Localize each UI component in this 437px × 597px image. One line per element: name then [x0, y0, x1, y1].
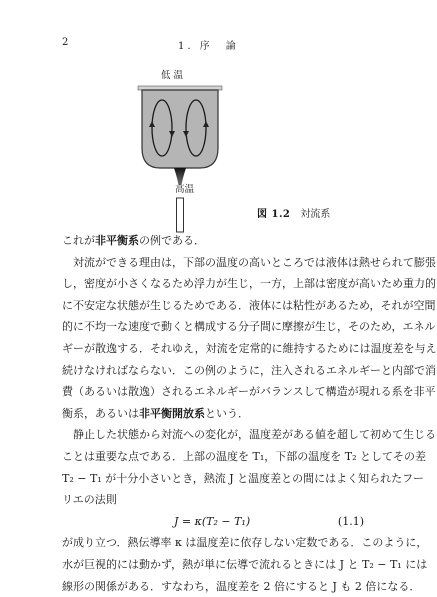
text-line: が成り立つ．熱伝導率 κ は温度差に依存しない定数である．このように，: [62, 532, 370, 554]
flame: [174, 168, 186, 185]
figure-caption: [257, 205, 330, 220]
figure-caption-text: 対流系: [300, 209, 330, 220]
text-line: これが非平衡系の例である．: [62, 230, 370, 252]
running-head: 1. 序 論: [178, 37, 239, 52]
text-line: し，密度が小さくなるため浮力が生じ，一方，上部は密度が高いため重力的: [62, 273, 370, 295]
figure-caption-number: 図 1.2: [257, 209, 290, 220]
text-line: 費（あるいは散逸）されるエネルギーがバランスして構造が現れる系を非平: [62, 381, 370, 403]
term-nonequilibrium-system: 非平衡系: [95, 234, 139, 247]
text-line: 水が巨視的には動かず，熱が単に伝導で流れるときには J と T₂ − T₁ には: [62, 554, 370, 576]
page-number: 2: [62, 37, 68, 48]
text-line: T₂ − T₁ が十分小さいとき，熱流 J と温度差との間にはよく知られたフー: [62, 468, 370, 490]
text-line: 対流ができる理由は，下部の温度の高いところでは液体は熱せられて膨張: [62, 252, 370, 274]
text-line: に不安定な状態が生じるためである．液体には粘性があるため，それが空間: [62, 295, 370, 317]
label-high-temperature: 高温: [175, 183, 195, 195]
text-line: ことは重要な点である．上部の温度を T₁，下部の温度を T₂ としてその差: [62, 446, 370, 468]
text-line: ギーが散逸する．それゆえ，対流を定常的に維持するためには温度差を与え: [62, 338, 370, 360]
equation: J = κ(T₂ − T₁): [174, 511, 250, 533]
convection-figure: [130, 64, 230, 232]
text-line: 線形の関係がある．すなわち，温度差を 2 倍にすると J も 2 倍になる．: [62, 576, 370, 597]
text-line: 静止した状態から対流への変化が，温度差がある値を超して初めて生じる: [62, 424, 370, 446]
equation-number: (1.1): [338, 511, 364, 533]
body-text: [62, 230, 370, 597]
equation-row: [62, 511, 370, 533]
text-line: 的に不均一な速度で動くと構成する分子間に摩擦が生じ，そのため，エネル: [62, 316, 370, 338]
term-nonequilibrium-open-system: 非平衡開放系: [139, 407, 205, 420]
burner: [177, 198, 184, 232]
text-line: リエの法則: [62, 489, 370, 511]
label-low-temperature: 低 温: [161, 70, 184, 81]
text-line: 続けなければならない．この例のように，注入されるエネルギーと内部で消: [62, 360, 370, 382]
text-line: 衡系，あるいは非平衡開放系という．: [62, 403, 370, 425]
